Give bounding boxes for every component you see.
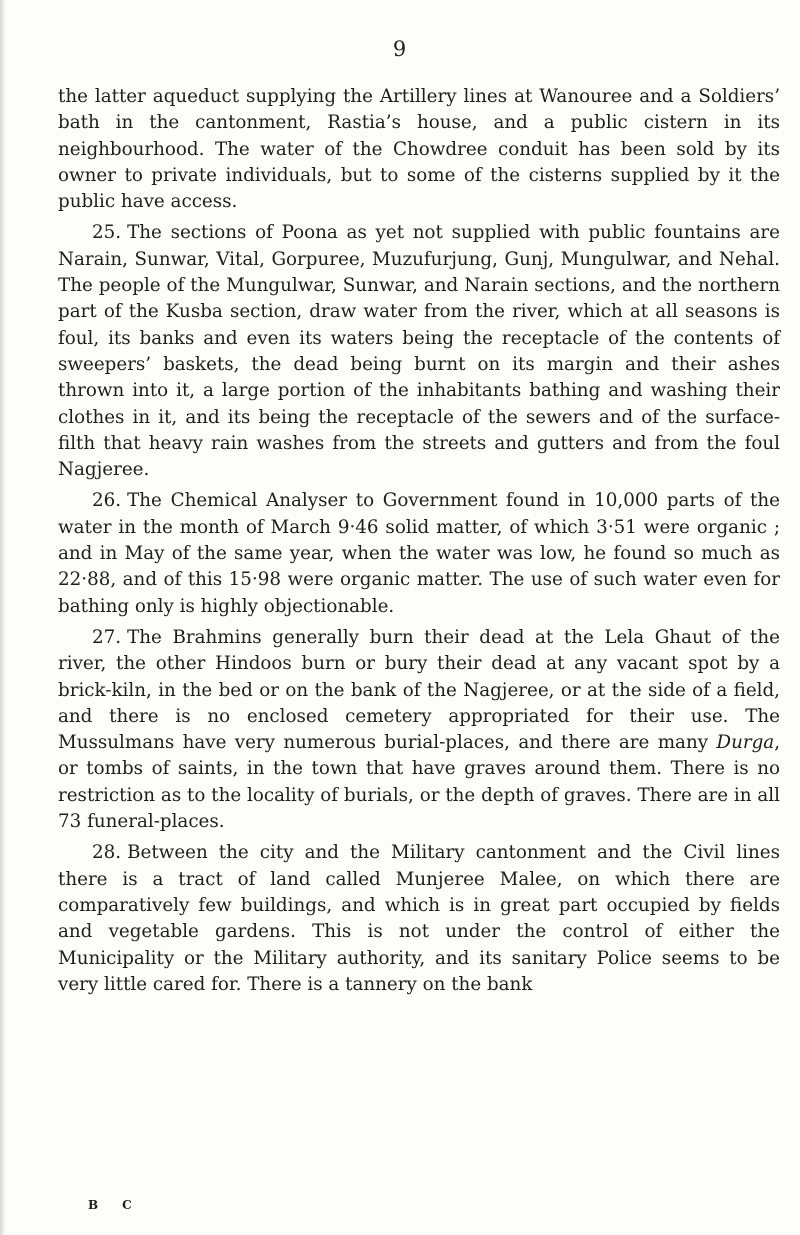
paragraph-number: 28. <box>92 842 122 864</box>
paragraph-text: the latter aqueduct supplying the Artillery lines at Wanouree and a Soldiers’ bath in the cantonment, Rastia’s house, and a public cistern in its neighbourhood. The water of the Chowdree conduit has been sold by its owner to private individuals, but to some of the cisterns supplied by it the public have access. <box>58 86 780 213</box>
page-edge-shadow <box>0 0 6 1235</box>
paragraph-continuation <box>58 84 780 215</box>
paragraph-25 <box>58 220 780 483</box>
body-text <box>58 84 780 998</box>
signature-mark-b: B <box>88 1198 101 1212</box>
paragraph-text-after: , or tombs of saints, in the town that have graves around them. There is no restriction as to the locality of burials, or the depth of graves. There are in all 73 funeral-places. <box>58 732 780 833</box>
paragraph-26 <box>58 488 780 619</box>
italic-term: Durga <box>716 732 775 754</box>
paragraph-text: The Chemical Analyser to Government found in 10,000 parts of the water in the month of March 9·46 solid matter, of which 3·51 were organic ; and in May of the same year, when the water was low, he found so much as 22·88, and of this 15·98 were organic matter. The use of such water even for bathing only is highly objectionable. <box>58 490 780 617</box>
paragraph-text-before: The Brahmins generally burn their dead at the Lela Ghaut of the river, the other Hindoos burn or bury their dead at any vacant spot by a brick-kiln, in the bed or on the bank of the Nagjeree, or at the side of a field, and there is no enclosed cemetery appropriated for their use. The Mussulmans have very numerous burial-places, and there are many <box>58 626 780 754</box>
paragraph-number: 26. <box>92 490 122 512</box>
page-number: 9 <box>392 37 408 61</box>
paragraph-number: 27. <box>92 626 122 648</box>
signature-marks <box>88 1198 134 1212</box>
paragraph-text: The sections of Poona as yet not supplied with public fountains are Narain, Sunwar, Vital, Gorpuree, Muzufurjung, Gunj, Mungulwar, and Nehal. The people of the Mungulwar, Sunwar, and Narain sections, and the northern part of the Kusba section, draw water from the river, which at all seasons is foul, its banks and even its waters being the receptacle of the contents of sweepers’ baskets, the dead being burnt on its margin and their ashes thrown into it, a large portion of the inhabitants bathing and washing their clothes in it, and its being the receptacle of the sewers and of the surface-filth that heavy rain washes from the streets and gutters and from the foul Nagjeree. <box>58 222 780 481</box>
paragraph-text: Between the city and the Military cantonment and the Civil lines there is a tract of land called Munjeree Malee, on which there are comparatively few buildings, and which is in great part occupied by fields and vegetable gardens. This is not under the control of either the Municipality or the Military authority, and its sanitary Police seems to be very little cared for. There is a tannery on the bank <box>58 842 780 995</box>
paragraph-number: 25. <box>92 222 122 244</box>
paragraph-28 <box>58 840 780 998</box>
signature-mark-c: C <box>122 1198 134 1212</box>
paragraph-27 <box>58 625 780 835</box>
